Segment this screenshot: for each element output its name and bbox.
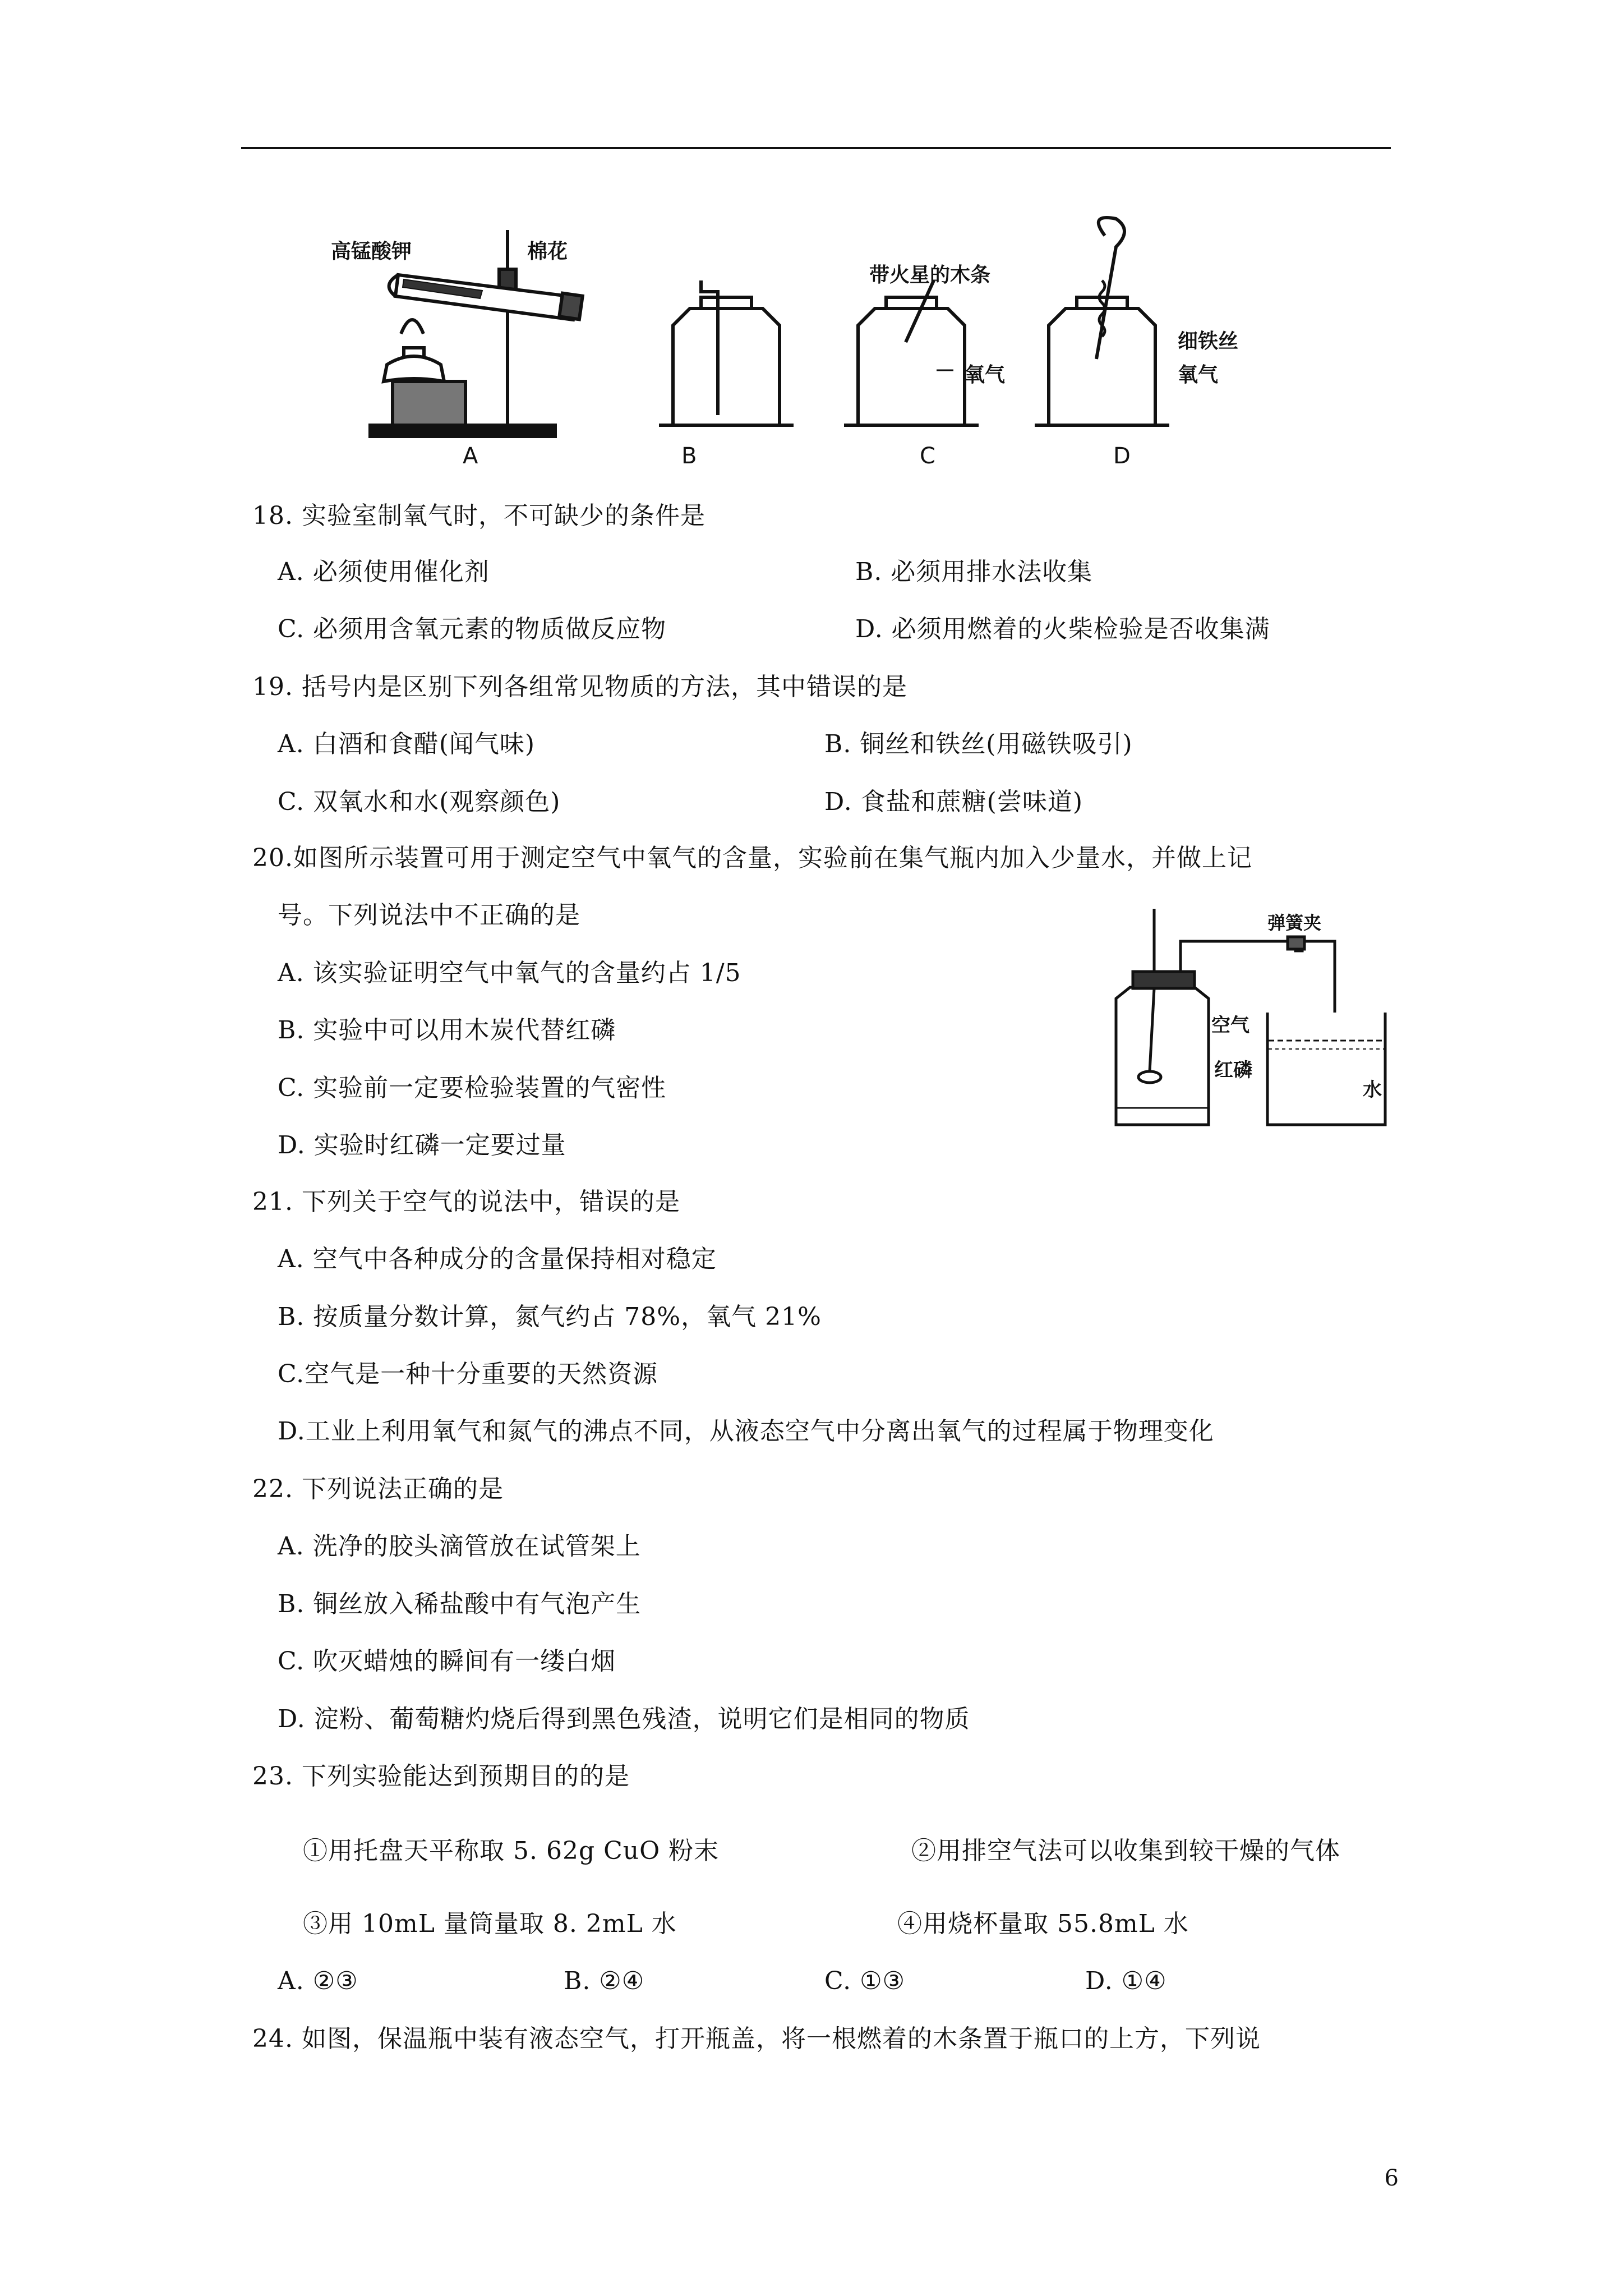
q22-stem: 22. 下列说法正确的是 [252, 1475, 504, 1503]
q20-label-air: 空气 [1211, 1014, 1249, 1037]
q21-option-a: A. 空气中各种成分的含量保持相对稳定 [278, 1245, 717, 1273]
q23-option-d: D. ①④ [1085, 1967, 1167, 1995]
q22-option-c: C. 吹灭蜡烛的瞬间有一缕白烟 [278, 1647, 616, 1676]
q23-item-2: ②用排空气法可以收集到较干燥的气体 [911, 1837, 1340, 1865]
q18-option-b: B. 必须用排水法收集 [855, 558, 1093, 586]
q18-option-c: C. 必须用含氧元素的物质做反应物 [278, 615, 667, 643]
q19-option-c: C. 双氧水和水(观察颜色) [278, 788, 561, 816]
q23-item-4: ④用烧杯量取 55.8mL 水 [897, 1910, 1189, 1938]
q23-item-3: ③用 10mL 量筒量取 8. 2mL 水 [303, 1910, 677, 1938]
q19-option-a: A. 白酒和食醋(闻气味) [278, 730, 536, 758]
q21-option-d: D.工业上利用氧气和氮气的沸点不同，从液态空气中分离出氧气的过程属于物理变化 [278, 1417, 1214, 1446]
fig-d-label-oxygen: 氧气 [1178, 364, 1219, 386]
page-number: 6 [1384, 2165, 1399, 2191]
fig-c-caption: C [920, 443, 935, 469]
q24-stem: 24. 如图，保温瓶中装有液态空气，打开瓶盖，将一根燃着的木条置于瓶口的上方，下列说 [252, 2024, 1261, 2053]
q20-option-c: C. 实验前一定要检验装置的气密性 [278, 1074, 667, 1102]
q19-option-b: B. 铜丝和铁丝(用磁铁吸引) [824, 730, 1133, 758]
fig-a-caption: A [463, 443, 478, 469]
q20-option-a: A. 该实验证明空气中氧气的含量约占 1/5 [278, 959, 741, 987]
q21-option-c: C.空气是一种十分重要的天然资源 [278, 1360, 658, 1388]
q20-stem-cont: 号。下列说法中不正确的是 [278, 901, 580, 930]
q20-apparatus-figure [1105, 909, 1396, 1133]
q18-stem: 18. 实验室制氧气时，不可缺少的条件是 [252, 501, 706, 530]
q23-option-a: A. ②③ [278, 1967, 358, 1995]
q23-option-b: B. ②④ [564, 1967, 645, 1995]
q22-option-d: D. 淀粉、葡萄糖灼烧后得到黑色残渣，说明它们是相同的物质 [278, 1705, 970, 1733]
q22-option-a: A. 洗净的胶头滴管放在试管架上 [278, 1532, 641, 1561]
fig-a-label-cotton: 棉花 [527, 240, 568, 263]
fig-a-label-kmno4: 高锰酸钾 [331, 240, 412, 263]
q23-item-1: ①用托盘天平称取 5. 62g CuO 粉末 [303, 1837, 720, 1865]
q18-option-a: A. 必须使用催化剂 [278, 558, 490, 586]
q19-stem: 19. 括号内是区别下列各组常见物质的方法，其中错误的是 [252, 673, 907, 701]
apparatus-figure [314, 213, 1239, 471]
q19-option-d: D. 食盐和蔗糖(尝味道) [824, 788, 1083, 816]
fig-d-caption: D [1113, 443, 1131, 469]
q22-option-b: B. 铜丝放入稀盐酸中有气泡产生 [278, 1590, 642, 1618]
q23-stem: 23. 下列实验能达到预期目的的是 [252, 1762, 630, 1791]
q20-label-water: 水 [1363, 1079, 1382, 1101]
fig-b-caption: B [681, 443, 697, 469]
q21-stem: 21. 下列关于空气的说法中，错误的是 [252, 1188, 680, 1216]
q20-stem: 20.如图所示装置可用于测定空气中氧气的含量，实验前在集气瓶内加入少量水，并做上记 [252, 844, 1252, 872]
q20-option-d: D. 实验时红磷一定要过量 [278, 1131, 566, 1159]
q18-option-d: D. 必须用燃着的火柴检验是否收集满 [855, 615, 1270, 643]
q21-option-b: B. 按质量分数计算，氮气约占 78%，氧气 21% [278, 1303, 822, 1331]
q20-label-clamp: 弹簧夹 [1267, 912, 1322, 933]
q23-option-c: C. ①③ [824, 1967, 905, 1995]
fig-c-label-oxygen: 氧气 [965, 364, 1006, 386]
header-rule [241, 147, 1391, 149]
fig-d-label-wire: 细铁丝 [1178, 330, 1239, 353]
q20-option-b: B. 实验中可以用木炭代替红磷 [278, 1016, 616, 1045]
fig-c-label-stick: 带火星的木条 [869, 264, 991, 287]
q20-label-phosphorus: 红磷 [1214, 1059, 1252, 1082]
